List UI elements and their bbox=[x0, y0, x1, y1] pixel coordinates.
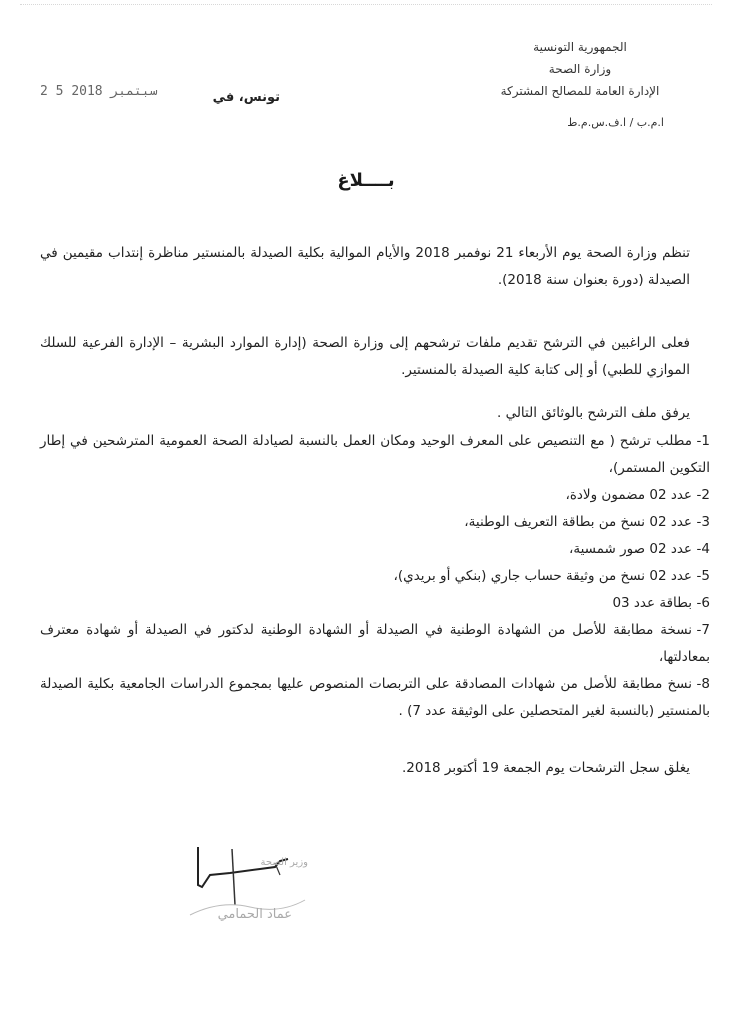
signature-stamp-text: وزير الصحة bbox=[260, 857, 308, 868]
list-item: 3-عدد 02 نسخ من بطاقة التعريف الوطنية، bbox=[464, 514, 710, 530]
closing-deadline: يغلق سجل الترشحات يوم الجمعة 19 أكتوبر 2018. bbox=[401, 760, 690, 776]
page-title: بــــلاغ bbox=[337, 170, 395, 191]
paragraph-submission: فعلى الراغبين في الترشح تقديم ملفات ترشحهم إلى وزارة الصحة (إدارة الموارد البشرية – الإدارة الفرعية للسلك الموازي للطبي) أو إلى كتابة كلية الصيدلة بالمنستير. bbox=[40, 335, 690, 378]
list-item: 4-عدد 02 صور شمسية، bbox=[568, 541, 710, 557]
date-place: تونس، في bbox=[212, 90, 280, 105]
list-item: 5-عدد 02 نسخ من وثيقة حساب جاري (بنكي أو بريدي)، bbox=[393, 568, 710, 584]
date-line bbox=[40, 84, 280, 108]
list-item: 8-نسخ مطابقة للأصل من شهادات المصادقة على التربصات المنصوص عليها بمجموع الدراسات الجامعية بكلية الصيدلة بالمنستير (بالنسبة لغير المتحصلين على الوثيقة عدد 7) . bbox=[40, 676, 710, 719]
signature-name-text: عماد الحمامي bbox=[217, 907, 292, 922]
reference-code: ا.م.ب / ا.ف.س.م.ط bbox=[567, 116, 664, 129]
letterhead-republic: الجمهورية التونسية bbox=[533, 40, 627, 54]
list-item: 1-مطلب ترشح ( مع التنصيص على المعرف الوحيد ومكان العمل بالنسبة لصيادلة الصحة العمومية المترشحين في إطار التكوين المستمر)، bbox=[40, 433, 710, 476]
date-stamp: 2 5 سبتمبر 2018 bbox=[40, 84, 158, 99]
list-item: 7-نسخة مطابقة للأصل من الشهادة الوطنية في الصيدلة أو الشهادة الوطنية لدكتور في الصيدلة أو شهادة معترف بمعادلتها، bbox=[40, 622, 710, 665]
letterhead bbox=[480, 36, 680, 102]
required-documents-list bbox=[40, 428, 710, 725]
list-item: 2-عدد 02 مضمون ولادة، bbox=[565, 487, 710, 503]
letterhead-department: الإدارة العامة للمصالح المشتركة bbox=[500, 84, 660, 98]
scan-artifact bbox=[20, 4, 712, 8]
paragraph-documents-intro: يرفق ملف الترشح بالوثائق التالي . bbox=[496, 405, 690, 421]
letterhead-ministry: وزارة الصحة bbox=[548, 62, 612, 76]
list-item: 6-بطاقة عدد 03 bbox=[612, 595, 710, 611]
signature bbox=[180, 845, 310, 935]
paragraph-announcement: تنظم وزارة الصحة يوم الأربعاء 21 نوفمبر 2018 والأيام الموالية بكلية الصيدلة بالمنستير مناظرة إنتداب مقيمين في الصيدلة (دورة بعنوان سنة 2018). bbox=[40, 245, 690, 288]
